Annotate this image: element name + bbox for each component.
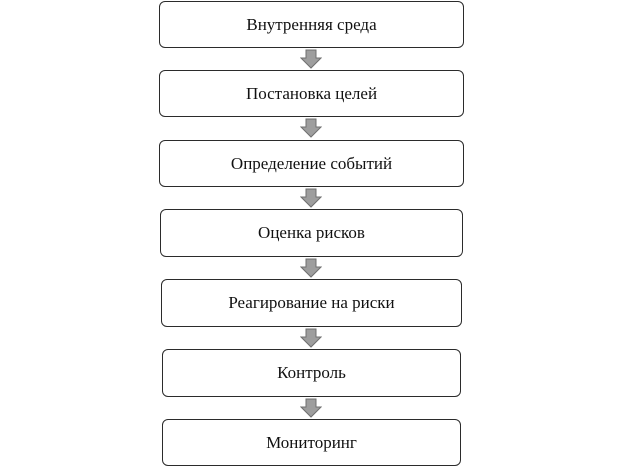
step-label: Контроль <box>277 363 346 382</box>
down-arrow-icon <box>300 118 322 138</box>
down-arrow-icon <box>300 328 322 348</box>
step-label: Оценка рисков <box>258 223 365 242</box>
step-monitoring <box>162 419 461 466</box>
step-label: Определение событий <box>230 153 393 173</box>
step-objective-setting <box>159 70 464 117</box>
down-arrow-icon <box>300 188 322 208</box>
down-arrow-icon <box>300 49 322 69</box>
step-label: Внутренняя среда <box>246 14 377 34</box>
down-arrow-icon <box>300 258 322 278</box>
step-internal-environment <box>159 1 464 48</box>
step-label: Мониторинг <box>266 432 357 452</box>
step-risk-assessment <box>160 209 463 257</box>
step-label: Постановка целей <box>245 83 378 103</box>
down-arrow-icon <box>300 398 322 418</box>
step-risk-response <box>161 279 462 327</box>
step-label: Реагирование на риски <box>228 293 395 312</box>
step-control <box>162 349 461 397</box>
step-event-identification <box>159 140 464 187</box>
